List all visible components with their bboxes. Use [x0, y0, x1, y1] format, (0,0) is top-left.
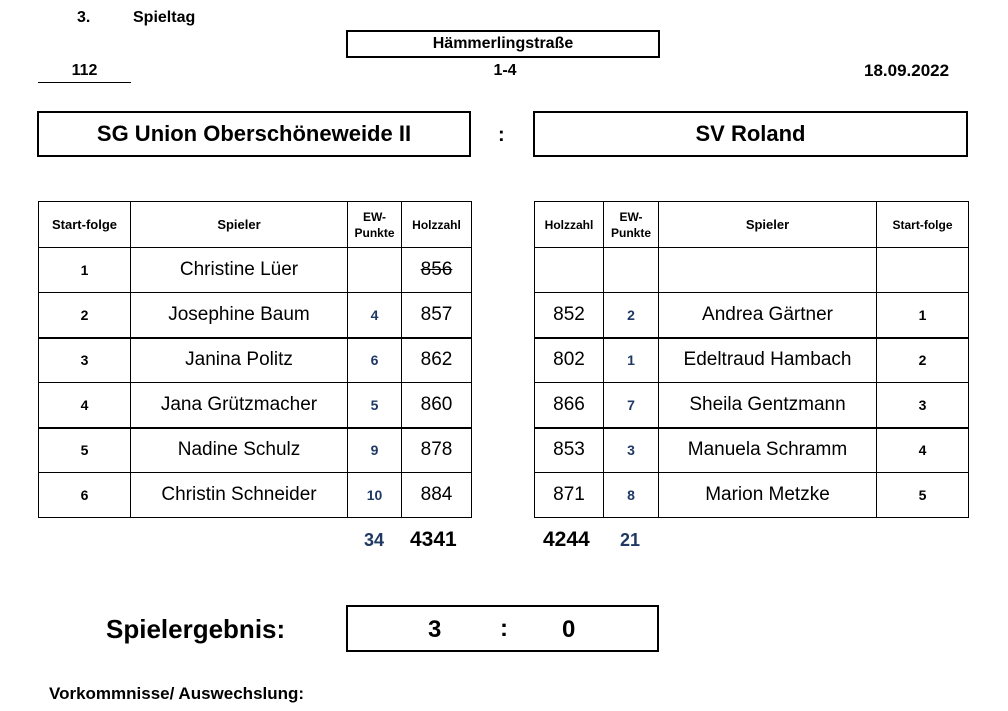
player-name: Janina Politz — [131, 338, 348, 383]
home-pins-total: 4341 — [410, 528, 457, 551]
round-number: 3. — [77, 9, 91, 26]
ew-points: 3 — [604, 428, 659, 473]
ew-points: 7 — [604, 383, 659, 428]
player-name: Marion Metzke — [659, 473, 877, 518]
ew-points: 1 — [604, 338, 659, 383]
player-name: Jana Grützmacher — [131, 383, 348, 428]
table-row — [39, 293, 472, 338]
result-label: Spielergebnis: — [106, 614, 286, 644]
away-team-name: SV Roland — [695, 121, 806, 146]
player-name: Josephine Baum — [131, 293, 348, 338]
venue-box — [346, 30, 660, 58]
player-name — [659, 248, 877, 293]
venue: Hämmerlingstraße — [432, 35, 574, 52]
col-player: Spieler — [131, 202, 348, 248]
table-row — [535, 248, 969, 293]
pins: 857 — [402, 293, 472, 338]
start-order: 2 — [39, 293, 131, 338]
ew-points: 4 — [348, 293, 402, 338]
start-order: 1 — [39, 248, 131, 293]
home-lineup-table — [38, 201, 472, 518]
table-row — [535, 293, 969, 338]
table-row — [535, 428, 969, 473]
col-pins: Holzzahl — [535, 202, 604, 248]
home-team-name: SG Union Oberschöneweide II — [96, 121, 412, 146]
round-label: Spieltag — [133, 9, 196, 26]
start-order: 4 — [39, 383, 131, 428]
player-name: Edeltraud Hambach — [659, 338, 877, 383]
ew-points: 6 — [348, 338, 402, 383]
table-row — [535, 473, 969, 518]
pins: 852 — [535, 293, 604, 338]
ew-points — [604, 248, 659, 293]
col-start-order: Start-folge — [877, 202, 969, 248]
start-order: 6 — [39, 473, 131, 518]
ew-points: 9 — [348, 428, 402, 473]
player-name: Christin Schneider — [131, 473, 348, 518]
away-lineup-table — [534, 201, 969, 518]
pins: 860 — [402, 383, 472, 428]
start-order: 1 — [877, 293, 969, 338]
match-date: 18.09.2022 — [864, 61, 950, 80]
col-start-order: Start-folge — [39, 202, 131, 248]
table-row — [39, 383, 472, 428]
start-order: 5 — [877, 473, 969, 518]
col-ew-points: EW- Punkte — [348, 202, 402, 248]
player-name: Christine Lüer — [131, 248, 348, 293]
start-order: 2 — [877, 338, 969, 383]
col-pins: Holzzahl — [402, 202, 472, 248]
col-player: Spieler — [659, 202, 877, 248]
pins: 871 — [535, 473, 604, 518]
player-name: Manuela Schramm — [659, 428, 877, 473]
table-row — [39, 248, 472, 293]
ew-points: 10 — [348, 473, 402, 518]
table-row — [535, 383, 969, 428]
away-team-box — [533, 111, 968, 157]
pins: 866 — [535, 383, 604, 428]
notes-label: Vorkommnisse/ Auswechslung: — [49, 684, 305, 703]
ew-points — [348, 248, 402, 293]
away-ew-total: 21 — [620, 530, 641, 550]
ew-points: 8 — [604, 473, 659, 518]
player-name: Nadine Schulz — [131, 428, 348, 473]
start-order — [877, 248, 969, 293]
start-order: 5 — [39, 428, 131, 473]
result-separator: : — [500, 615, 508, 642]
ew-points: 2 — [604, 293, 659, 338]
player-name: Andrea Gärtner — [659, 293, 877, 338]
start-order: 3 — [39, 338, 131, 383]
pairing: 1-4 — [493, 62, 517, 79]
result-away: 0 — [562, 616, 576, 643]
home-ew-total: 34 — [364, 530, 385, 550]
table-header-row — [39, 202, 472, 248]
pins: 862 — [402, 338, 472, 383]
pins-struck: 856 — [402, 248, 472, 293]
game-number: 112 — [38, 62, 131, 83]
col-ew-points: EW- Punkte — [604, 202, 659, 248]
result-home: 3 — [428, 616, 442, 643]
pins: 878 — [402, 428, 472, 473]
pins: 802 — [535, 338, 604, 383]
pins — [535, 248, 604, 293]
start-order: 3 — [877, 383, 969, 428]
table-row — [39, 428, 472, 473]
start-order: 4 — [877, 428, 969, 473]
table-row — [39, 338, 472, 383]
table-header-row — [535, 202, 969, 248]
pins: 884 — [402, 473, 472, 518]
player-name: Sheila Gentzmann — [659, 383, 877, 428]
team-separator: : — [498, 124, 505, 146]
away-pins-total: 4244 — [543, 528, 590, 551]
table-row — [39, 473, 472, 518]
home-team-box — [37, 111, 471, 157]
result-box — [346, 605, 659, 652]
table-row — [535, 338, 969, 383]
ew-points: 5 — [348, 383, 402, 428]
pins: 853 — [535, 428, 604, 473]
